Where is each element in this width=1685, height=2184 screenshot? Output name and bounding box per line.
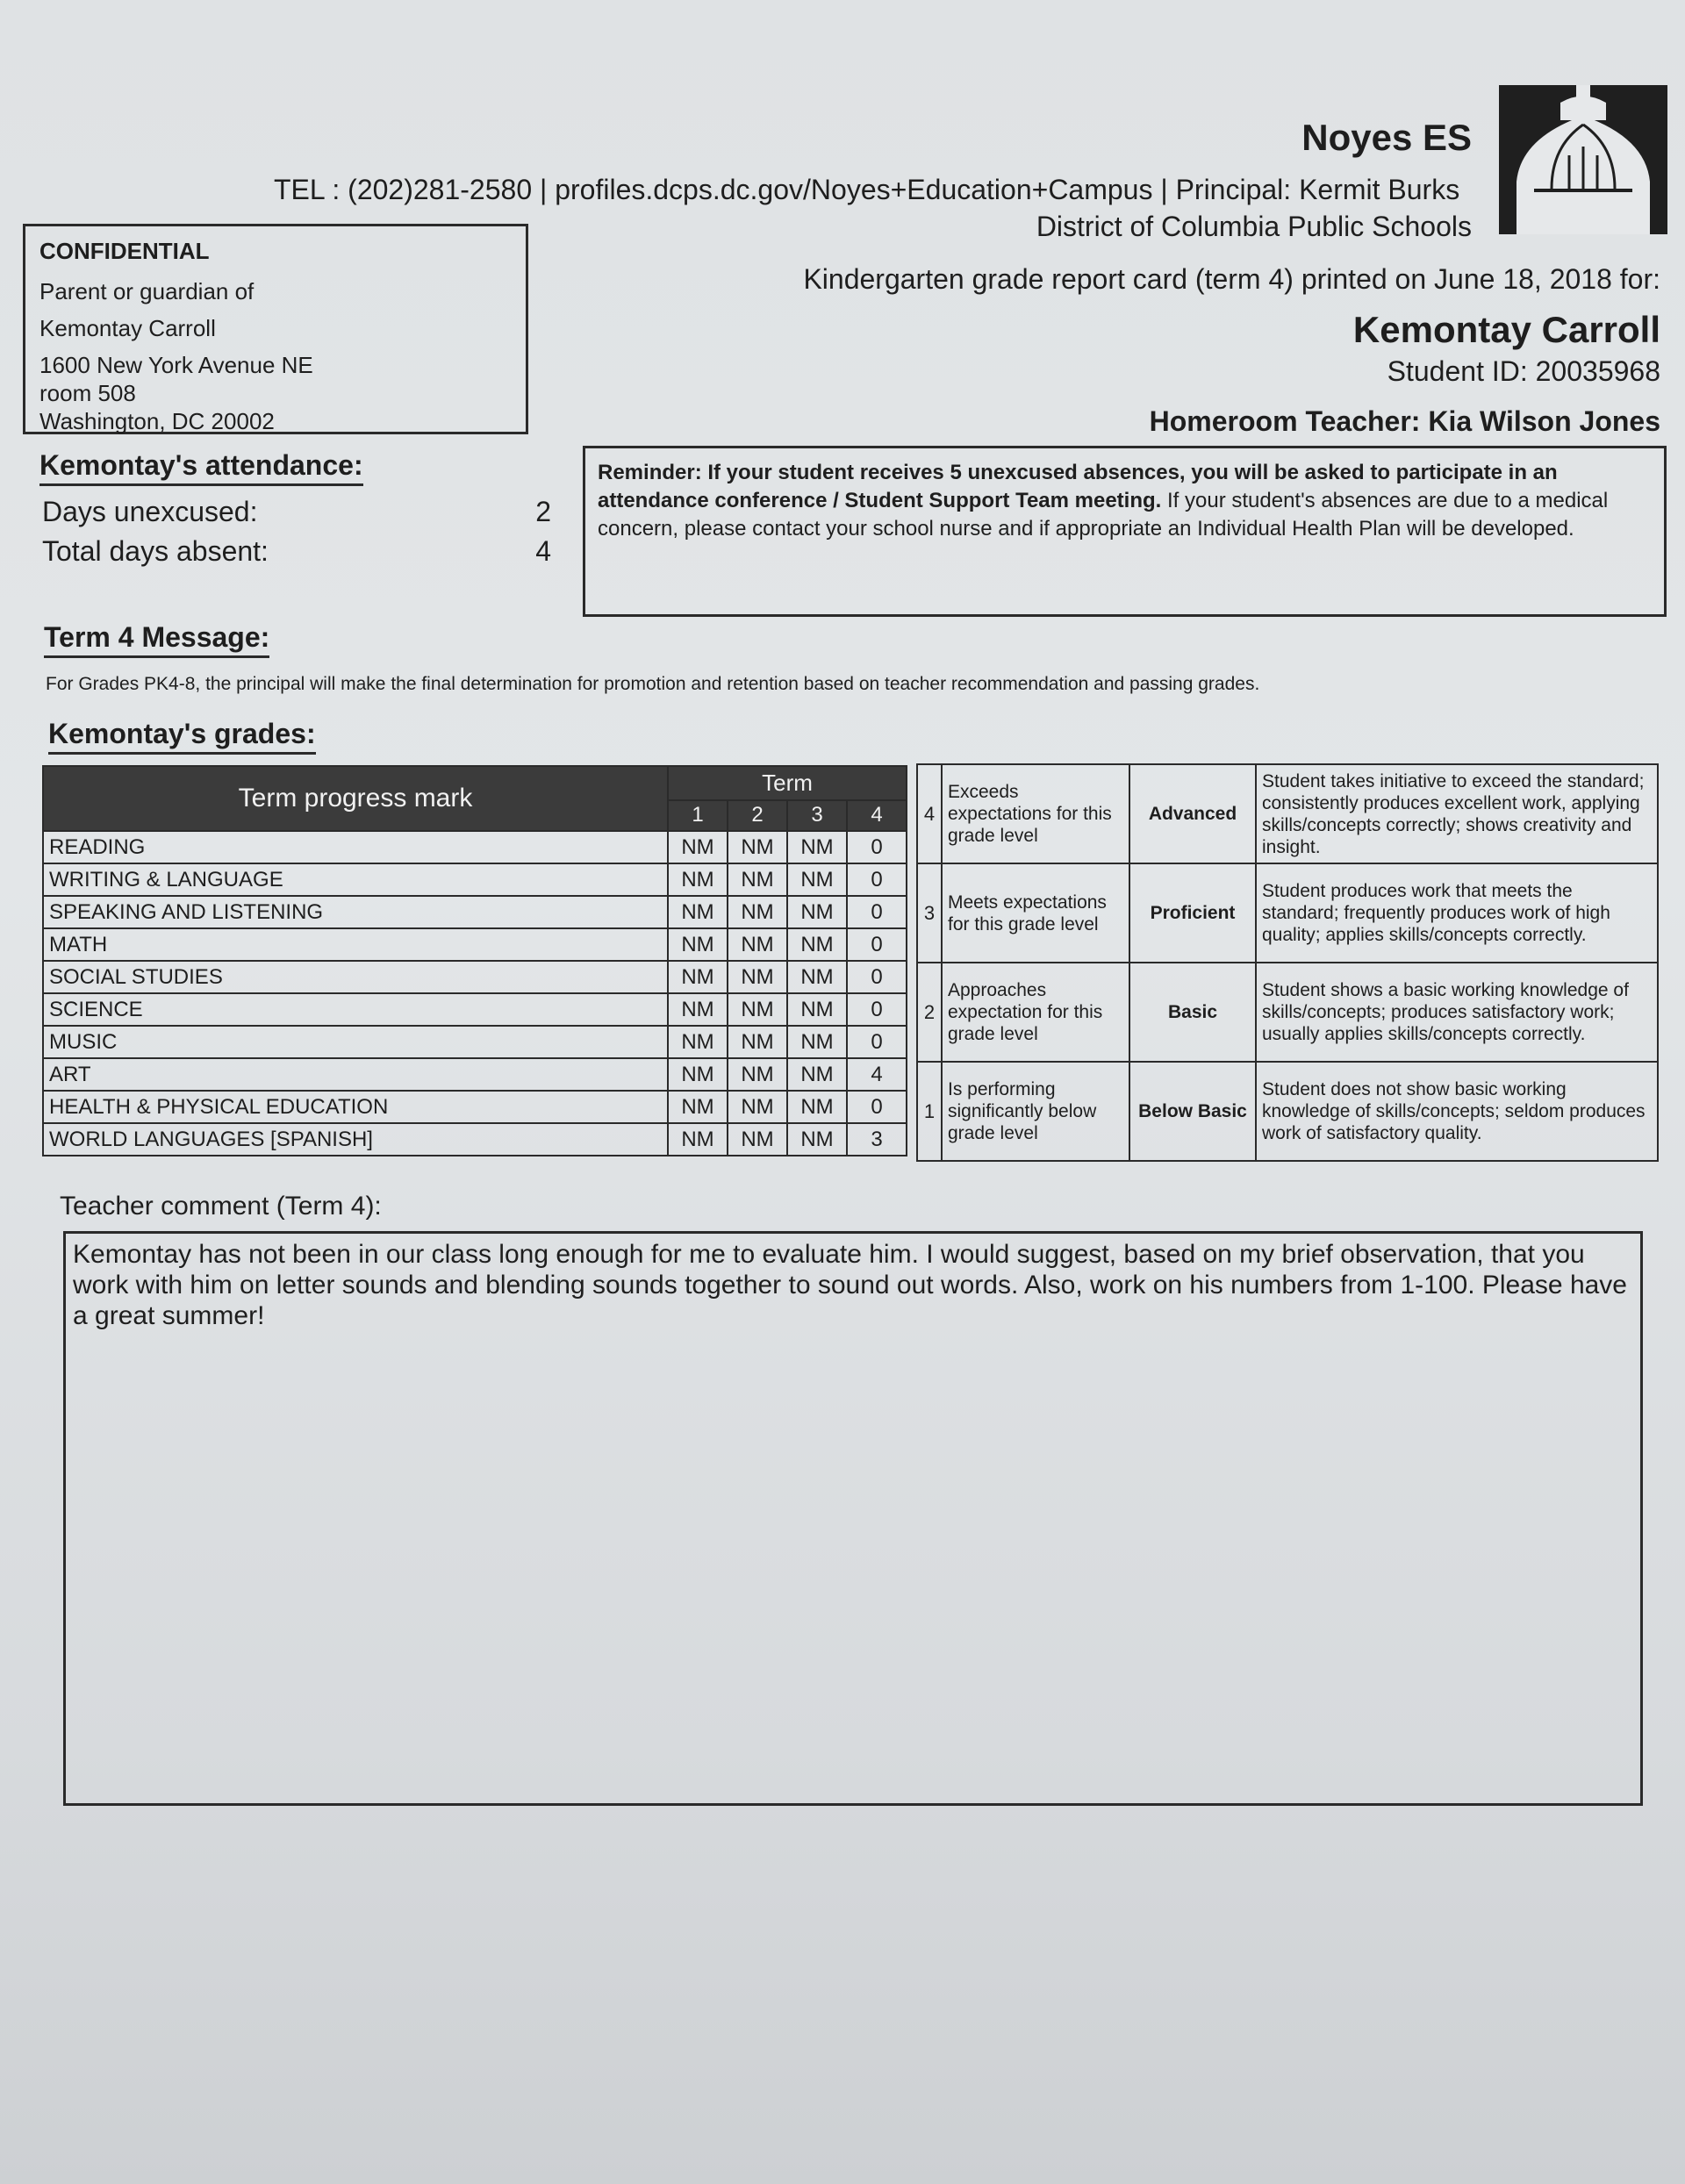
address-line-3: 1600 New York Avenue NE: [39, 352, 313, 378]
term-3-mark: NM: [787, 928, 847, 961]
unexcused-value: 2: [535, 496, 551, 527]
legend-row: [917, 764, 1658, 863]
absent-value: 4: [535, 535, 551, 567]
legend-expectation: Meets expectations for this grade level: [942, 863, 1129, 963]
attendance-title: Kemontay's attendance:: [39, 449, 363, 486]
address-line-2: Kemontay Carroll: [39, 315, 216, 341]
report-heading: Kindergarten grade report card (term 4) printed on June 18, 2018 for:: [803, 263, 1660, 295]
attendance-absent-row: [42, 535, 551, 568]
term-1-mark: NM: [668, 1091, 728, 1123]
term-1-mark: NM: [668, 863, 728, 896]
homeroom-teacher: Homeroom Teacher: Kia Wilson Jones: [1149, 405, 1660, 437]
term-4-mark: 0: [847, 1026, 907, 1058]
term-2-mark: NM: [728, 896, 787, 928]
grade-row: [43, 1123, 907, 1156]
attendance-reminder-box: [583, 446, 1667, 617]
legend-performance-label: Proficient: [1129, 863, 1256, 963]
legend-expectation: Exceeds expectations for this grade level: [942, 764, 1129, 863]
student-id: Student ID: 20035968: [1387, 355, 1660, 387]
confidential-label: CONFIDENTIAL: [39, 238, 210, 264]
term-4-mark: 0: [847, 831, 907, 863]
school-contact-line: TEL : (202)281-2580 | profiles.dcps.dc.gov/Noyes+Education+Campus | Principal: Kermit Burks: [274, 174, 1460, 205]
term-3-mark: NM: [787, 1058, 847, 1091]
subject-cell: WORLD LANGUAGES [SPANISH]: [43, 1123, 668, 1156]
confidential-address-box: [23, 224, 528, 434]
reminder-text: If your student's absences are due to a medical concern, please contact your school nurse and if appropriate an Individual Health Plan will be developed.: [598, 489, 1609, 541]
legend-expectation: Approaches expectation for this grade level: [942, 963, 1129, 1062]
term-1-mark: NM: [668, 928, 728, 961]
term-4-header: 4: [847, 800, 907, 831]
term-1-header: 1: [668, 800, 728, 831]
school-name: Noyes ES: [1301, 117, 1472, 158]
legend-detail: Student shows a basic working knowledge of skills/concepts; produces satisfactory work; usually applies skills/concepts correctly.: [1256, 963, 1658, 1062]
subject-cell: MUSIC: [43, 1026, 668, 1058]
term-4-mark: 3: [847, 1123, 907, 1156]
absent-label: Total days absent:: [42, 535, 269, 567]
term-3-mark: NM: [787, 993, 847, 1026]
legend-row: [917, 1062, 1658, 1161]
term-1-mark: NM: [668, 993, 728, 1026]
capitol-dome-icon: [1499, 85, 1667, 234]
term-3-header: 3: [787, 800, 847, 831]
grades-table: [42, 765, 907, 1156]
term-4-mark: 0: [847, 928, 907, 961]
subject-cell: SOCIAL STUDIES: [43, 961, 668, 993]
grade-row: [43, 896, 907, 928]
legend-performance-label: Basic: [1129, 963, 1256, 1062]
term-2-mark: NM: [728, 1058, 787, 1091]
term-3-mark: NM: [787, 1026, 847, 1058]
legend-row: [917, 863, 1658, 963]
subject-cell: ART: [43, 1058, 668, 1091]
grade-row: [43, 993, 907, 1026]
legend-detail: Student produces work that meets the standard; frequently produces work of high quality; applies skills/concepts correctly.: [1256, 863, 1658, 963]
grades-title: Kemontay's grades:: [48, 718, 316, 755]
district-name: District of Columbia Public Schools: [1036, 211, 1472, 242]
student-name: Kemontay Carroll: [1352, 309, 1660, 350]
grade-row: [43, 1058, 907, 1091]
term-1-mark: NM: [668, 831, 728, 863]
term-progress-mark-header: Term progress mark: [43, 766, 668, 831]
grade-row: [43, 1091, 907, 1123]
term-4-mark: 0: [847, 1091, 907, 1123]
term-header: Term: [668, 766, 907, 800]
address-line-1: Parent or guardian of: [39, 278, 255, 304]
teacher-comment-title: Teacher comment (Term 4):: [60, 1192, 382, 1221]
address-line-5: Washington, DC 20002: [39, 408, 275, 434]
teacher-comment-box: Kemontay has not been in our class long enough for me to evaluate him. I would suggest, based on my brief observation, that you work with him on letter sounds and blending sounds together to sound out words. Also, work on his numbers from 1-100. Please have a great summer!: [63, 1231, 1643, 1806]
grade-row: [43, 831, 907, 863]
term-3-mark: NM: [787, 1091, 847, 1123]
term-2-mark: NM: [728, 1123, 787, 1156]
legend-level: 2: [917, 963, 942, 1062]
term-3-mark: NM: [787, 863, 847, 896]
legend-expectation: Is performing significantly below grade level: [942, 1062, 1129, 1161]
legend-performance-label: Below Basic: [1129, 1062, 1256, 1161]
term-message-text: For Grades PK4-8, the principal will make the final determination for promotion and retention based on teacher recommendation and passing grades.: [46, 674, 1260, 694]
grade-row: [43, 928, 907, 961]
grade-legend-table: [916, 763, 1659, 1162]
grade-row: [43, 863, 907, 896]
term-1-mark: NM: [668, 1058, 728, 1091]
legend-level: 3: [917, 863, 942, 963]
legend-detail: Student does not show basic working knowledge of skills/concepts; seldom produces work of satisfactory quality.: [1256, 1062, 1658, 1161]
reminder-bold-text: Reminder: If your student receives 5 unexcused absences, you will be asked to participate in an attendance conference / Student Support Team meeting.: [598, 461, 1558, 512]
legend-row: [917, 963, 1658, 1062]
subject-cell: WRITING & LANGUAGE: [43, 863, 668, 896]
term-1-mark: NM: [668, 1123, 728, 1156]
term-1-mark: NM: [668, 1026, 728, 1058]
legend-performance-label: Advanced: [1129, 764, 1256, 863]
grade-row: [43, 961, 907, 993]
subject-cell: READING: [43, 831, 668, 863]
term-2-mark: NM: [728, 863, 787, 896]
grade-row: [43, 1026, 907, 1058]
term-3-mark: NM: [787, 961, 847, 993]
term-4-mark: 0: [847, 896, 907, 928]
term-message-title: Term 4 Message:: [44, 621, 269, 658]
term-4-mark: 0: [847, 863, 907, 896]
attendance-unexcused-row: [42, 496, 551, 528]
term-2-mark: NM: [728, 1091, 787, 1123]
term-1-mark: NM: [668, 961, 728, 993]
term-2-mark: NM: [728, 993, 787, 1026]
subject-cell: HEALTH & PHYSICAL EDUCATION: [43, 1091, 668, 1123]
term-3-mark: NM: [787, 831, 847, 863]
legend-detail: Student takes initiative to exceed the standard; consistently produces excellent work, applying skills/concepts correctly; shows creativity and insight.: [1256, 764, 1658, 863]
term-2-mark: NM: [728, 961, 787, 993]
address-line-4: room 508: [39, 380, 136, 406]
term-4-mark: 0: [847, 993, 907, 1026]
subject-cell: SCIENCE: [43, 993, 668, 1026]
term-1-mark: NM: [668, 896, 728, 928]
term-4-mark: 4: [847, 1058, 907, 1091]
term-2-mark: NM: [728, 1026, 787, 1058]
subject-cell: SPEAKING AND LISTENING: [43, 896, 668, 928]
legend-level: 1: [917, 1062, 942, 1161]
term-2-mark: NM: [728, 928, 787, 961]
subject-cell: MATH: [43, 928, 668, 961]
term-2-mark: NM: [728, 831, 787, 863]
term-3-mark: NM: [787, 1123, 847, 1156]
term-3-mark: NM: [787, 896, 847, 928]
unexcused-label: Days unexcused:: [42, 496, 258, 527]
term-2-header: 2: [728, 800, 787, 831]
legend-level: 4: [917, 764, 942, 863]
term-4-mark: 0: [847, 961, 907, 993]
